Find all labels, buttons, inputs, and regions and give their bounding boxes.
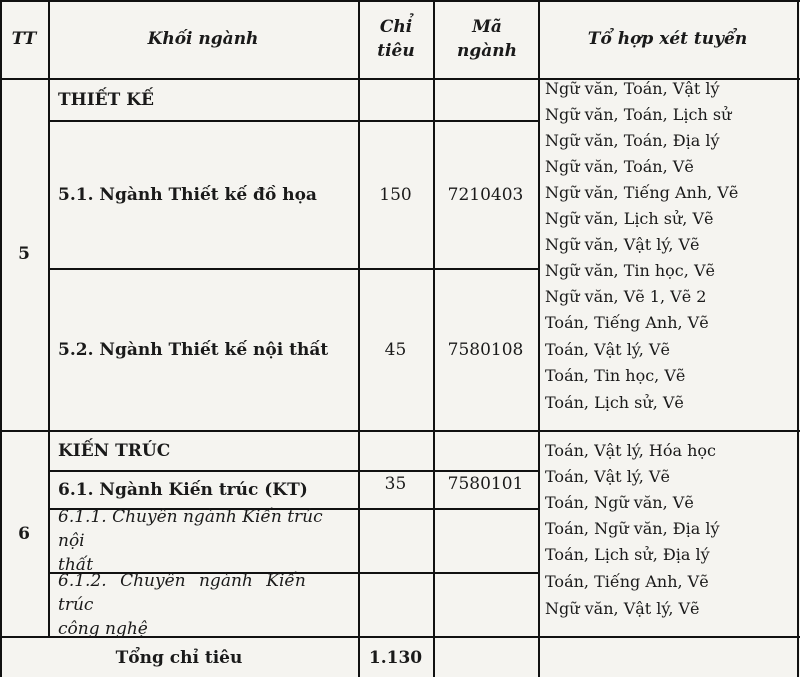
header-chi-tieu: Chỉ tiêu	[377, 17, 415, 61]
spec-6-1-1-line1: 6.1.1. Chuyên ngành Kiến trúc nội	[58, 507, 323, 551]
combo-item: Toán, Vật lý, Hóa học	[545, 441, 716, 460]
major-6-1-name: 6.1. Ngành Kiến trúc (KT)	[58, 480, 308, 500]
total-value: 1.130	[368, 647, 423, 668]
combo-item: Ngữ văn, Vật lý, Vẽ	[545, 235, 700, 254]
rule	[797, 0, 799, 677]
header-tt: TT	[11, 29, 37, 49]
spec-6-1-2-line1: 6.1.2. Chuyên ngành Kiến trúc	[58, 571, 306, 615]
combo-item: Ngữ văn, Toán, Vật lý	[545, 79, 720, 98]
header-khoi-nganh: Khối ngành	[147, 29, 259, 49]
combo-item: Ngữ văn, Tiếng Anh, Vẽ	[545, 183, 739, 202]
combo-item: Toán, Lịch sử, Vẽ	[545, 393, 684, 412]
major-5-2-quota: 45	[384, 340, 407, 360]
rule	[48, 0, 50, 636]
combo-item: Toán, Tiếng Anh, Vẽ	[545, 313, 709, 332]
combo-item: Ngữ văn, Vật lý, Vẽ	[545, 599, 700, 618]
combo-item: Toán, Vật lý, Vẽ	[545, 467, 670, 486]
combo-item: Ngữ văn, Toán, Lịch sử	[545, 105, 732, 124]
combo-item: Ngữ văn, Toán, Vẽ	[545, 157, 694, 176]
header-to-hop: Tổ hợp xét tuyển	[587, 29, 748, 49]
combo-item: Ngữ văn, Vẽ 1, Vẽ 2	[545, 287, 707, 306]
group-6-title: KIẾN TRÚC	[58, 441, 171, 461]
combo-item: Toán, Lịch sử, Địa lý	[545, 545, 710, 564]
combo-item: Toán, Tin học, Vẽ	[545, 366, 686, 385]
group-6-tt: 6	[18, 524, 30, 544]
major-6-1-code: 7580101	[447, 474, 524, 494]
combo-item: Ngữ văn, Lịch sử, Vẽ	[545, 209, 714, 228]
total-label: Tổng chỉ tiêu	[115, 647, 243, 668]
major-5-1-name: 5.1. Ngành Thiết kế đồ họa	[58, 185, 317, 205]
major-5-1-code: 7210403	[447, 185, 524, 205]
combo-item: Toán, Ngữ văn, Vẽ	[545, 493, 694, 512]
combo-item: Ngữ văn, Tin học, Vẽ	[545, 261, 715, 280]
major-5-2-code: 7580108	[447, 340, 524, 360]
spec-6-1-2-line2: công nghệ	[58, 619, 148, 639]
spec-6-1-1	[58, 507, 354, 575]
combo-item: Toán, Vật lý, Vẽ	[545, 340, 670, 359]
combo-item: Toán, Tiếng Anh, Vẽ	[545, 572, 709, 591]
group-5-title: THIẾT KẾ	[58, 90, 154, 110]
spec-6-1-2	[58, 571, 354, 639]
header-ma-nganh: Mã ngành	[457, 17, 517, 61]
combo-item: Ngữ văn, Toán, Địa lý	[545, 131, 720, 150]
major-5-1-quota: 150	[379, 185, 412, 205]
spec-6-1-1-line2: thất	[58, 555, 94, 575]
major-5-2-name: 5.2. Ngành Thiết kế nội thất	[58, 340, 329, 360]
combo-item: Toán, Ngữ văn, Địa lý	[545, 519, 720, 538]
rule	[538, 0, 540, 677]
major-6-1-quota: 35	[384, 474, 407, 494]
group-5-tt: 5	[18, 244, 30, 264]
